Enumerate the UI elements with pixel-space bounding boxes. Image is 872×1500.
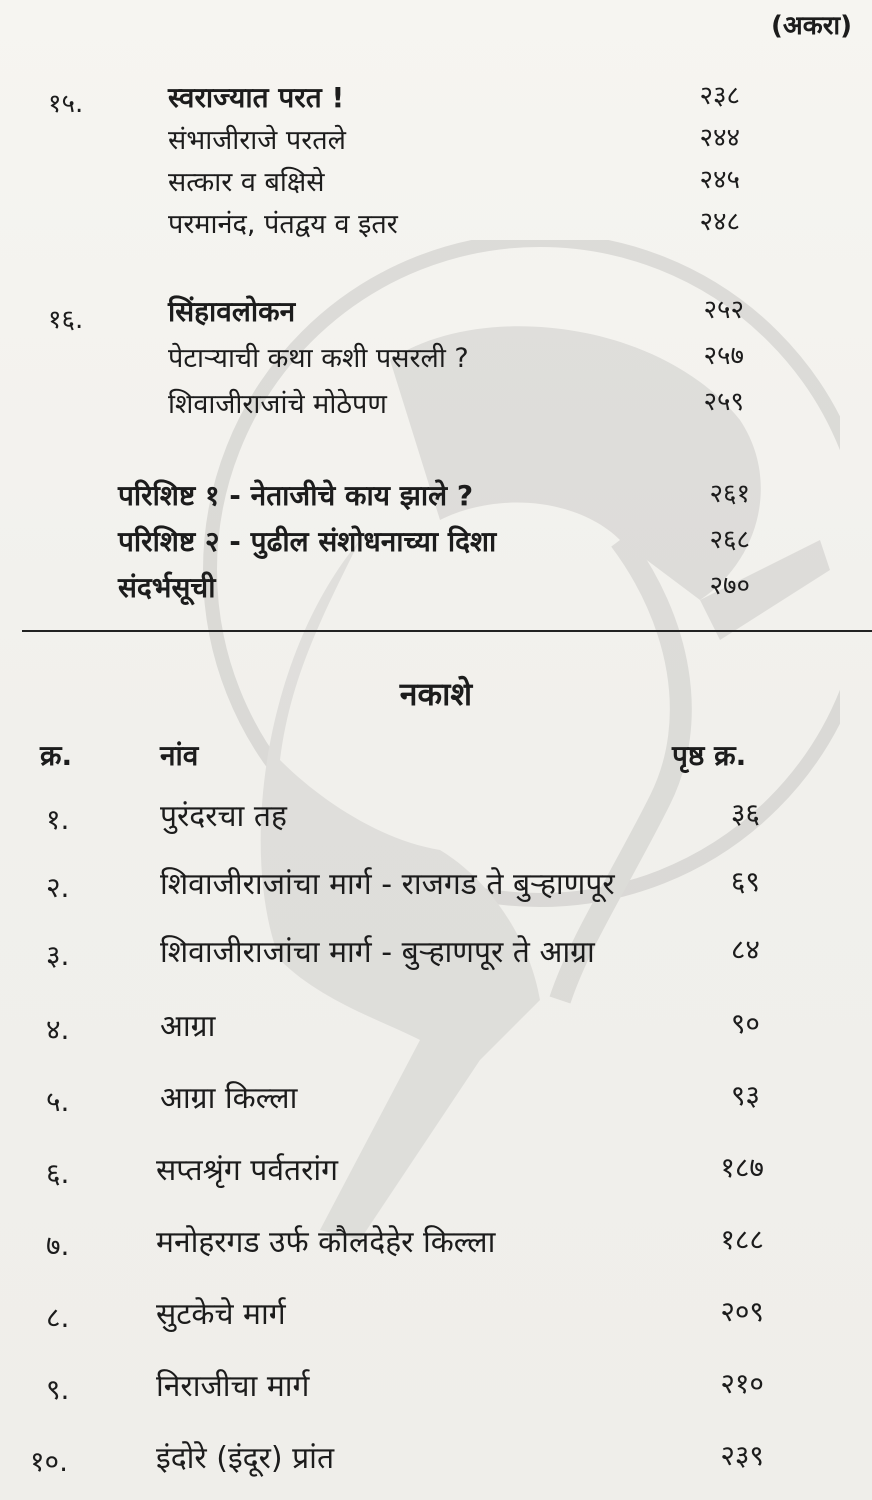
subsection-page: २५७ (703, 341, 744, 371)
map-row-name: आग्रा (160, 1009, 216, 1044)
subsection-page: २४५ (699, 165, 740, 195)
map-row-name: मनोहरगड उर्फ कौलदेहेर किल्ला (156, 1225, 496, 1260)
appendix-page: २६८ (709, 525, 750, 555)
map-row-page: ८४ (730, 933, 760, 966)
map-row-name: शिवाजीराजांचा मार्ग - बुऱ्हाणपूर ते आग्रा (160, 935, 595, 970)
subsection-page: २४४ (699, 123, 740, 153)
appendix-title: परिशिष्ट १ - नेताजीचे काय झाले ? (118, 479, 474, 512)
map-row-number: ६. (46, 1157, 70, 1190)
map-row-page: २३९ (720, 1439, 764, 1472)
map-row-name: सुटकेचे मार्ग (156, 1297, 286, 1332)
map-row-number: ३. (46, 939, 70, 972)
map-row-name: इंदोरे (इंदूर) प्रांत (156, 1441, 335, 1476)
subsection-title: पेटाऱ्याची कथा कशी पसरली ? (168, 343, 469, 374)
map-row-number: ७. (46, 1229, 70, 1262)
map-row-page: २१० (720, 1367, 764, 1400)
section-divider (22, 630, 872, 632)
chapter-number: १६. (48, 305, 84, 335)
chapter-title: स्वराज्यात परत ! (168, 81, 345, 114)
map-row-name: सप्तश्रृंग पर्वतरांग (156, 1153, 339, 1188)
subsection-title: शिवाजीराजांचे मोठेपण (168, 389, 387, 420)
appendix-page: २६१ (709, 479, 750, 509)
map-row-page: २०९ (720, 1295, 764, 1328)
page-number-marker: (अकरा) (771, 11, 852, 41)
map-row-name: आग्रा किल्ला (160, 1081, 298, 1116)
map-row-page: ९० (730, 1007, 760, 1040)
subsection-title: सत्कार व बक्षिसे (168, 167, 325, 198)
chapter-page: २५२ (703, 295, 744, 325)
map-row-name: निराजीचा मार्ग (156, 1369, 310, 1404)
chapter-number: १५. (48, 89, 84, 119)
map-row-number: ८. (46, 1301, 70, 1334)
map-row-name: शिवाजीराजांचा मार्ग - राजगड ते बुऱ्हाणपूर (160, 867, 615, 902)
appendix-title: संदर्भसूची (118, 571, 216, 604)
map-row-page: १८७ (720, 1151, 764, 1184)
column-header-number: क्र. (40, 739, 73, 772)
chapter-page: २३८ (699, 81, 740, 111)
subsection-page: २५९ (703, 387, 744, 417)
map-row-page: ३६ (730, 797, 760, 830)
map-row-number: ५. (46, 1085, 70, 1118)
subsection-page: २४८ (699, 207, 740, 237)
map-row-number: ९. (46, 1373, 70, 1406)
map-row-number: २. (46, 871, 70, 904)
subsection-title: संभाजीराजे परतले (168, 125, 346, 156)
map-row-number: १. (46, 803, 70, 836)
column-header-name: नांव (160, 739, 199, 772)
subsection-title: परमानंद, पंतद्वय व इतर (168, 209, 398, 240)
map-row-page: ९३ (730, 1079, 760, 1112)
appendix-page: २७० (709, 571, 750, 601)
map-row-name: पुरंदरचा तह (160, 799, 287, 834)
map-row-number: १०. (30, 1445, 69, 1478)
appendix-title: परिशिष्ट २ - पुढील संशोधनाच्या दिशा (118, 525, 497, 558)
map-row-page: १८८ (720, 1223, 764, 1256)
map-row-page: ६९ (730, 865, 760, 898)
chapter-title: सिंहावलोकन (168, 295, 296, 328)
maps-heading: नकाशे (399, 675, 473, 713)
column-header-page: पृष्ठ क्र. (672, 739, 747, 772)
map-row-number: ४. (46, 1013, 70, 1046)
